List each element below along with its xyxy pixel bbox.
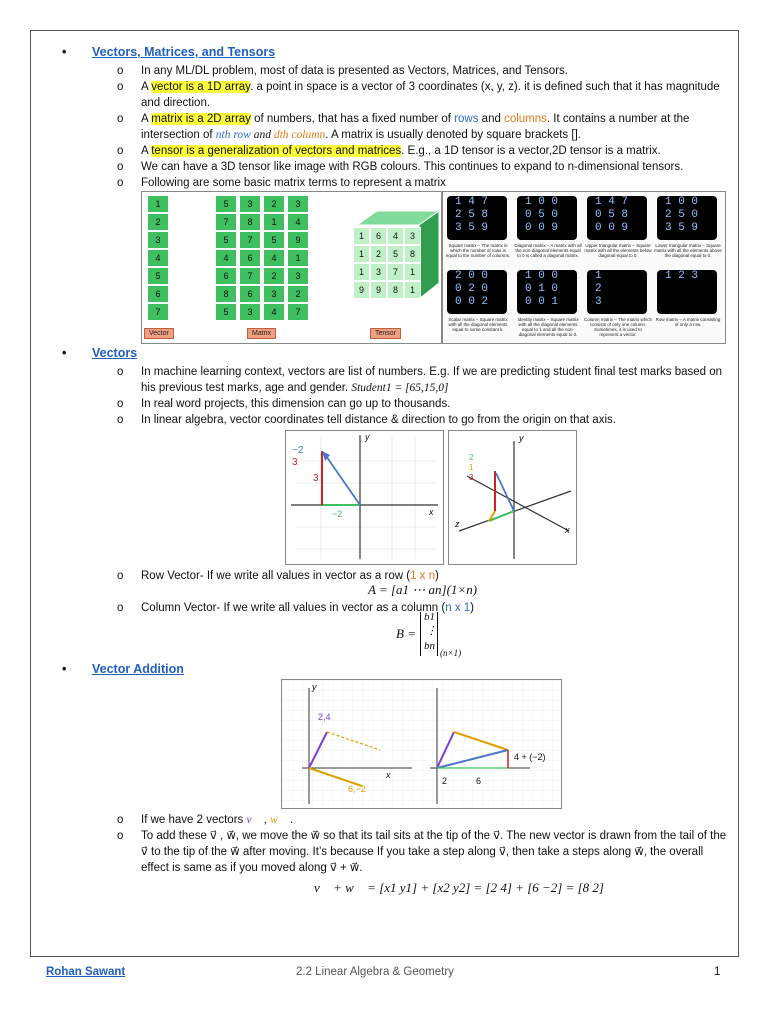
grid-cell: 5 (215, 195, 237, 213)
vector-2d-plot: −2 3 3 −2 x y (285, 430, 444, 565)
matrix-type-example (517, 196, 577, 240)
matrix-row: 0 5 0 (525, 209, 559, 221)
grid-cell: 4 (215, 249, 237, 267)
grid-cell: 9 (287, 231, 309, 249)
matrix-row: 1 0 0 (525, 196, 559, 208)
matrix-type-example (587, 196, 647, 240)
grid-cell: 2 (370, 245, 387, 263)
matrix-types-figure (442, 191, 726, 344)
grid-cell: 3 (263, 285, 285, 303)
grid-cell: 3 (404, 227, 421, 245)
matrix-row: 2 (595, 283, 602, 295)
grid-cell: 4 (287, 213, 309, 231)
grid-cell: 3 (287, 195, 309, 213)
matrix-type-example (447, 196, 507, 240)
grid-cell: 4 (147, 249, 169, 267)
matrix-row: 0 0 1 (525, 296, 559, 308)
matrix-tag: Matrix (247, 328, 276, 339)
matrix-type-caption: Lower triangular matrix – Square matrix with all the elements above the diagonal equal to 0. (654, 243, 722, 258)
matrix-row: 2 5 0 (665, 209, 699, 221)
grid-cell: 1 (353, 263, 370, 281)
grid-cell: 3 (239, 303, 261, 321)
matrix-row: 1 (595, 270, 602, 282)
grid-cell: 2 (147, 213, 169, 231)
grid-cell: 1 (404, 263, 421, 281)
grid-cell: 3 (239, 195, 261, 213)
grid-cell: 6 (215, 267, 237, 285)
matrix-type-example (447, 270, 507, 314)
grid-cell: 5 (215, 303, 237, 321)
grid-cell: 4 (263, 249, 285, 267)
matrix-type-example (517, 270, 577, 314)
matrix-row: 2 0 0 (455, 270, 489, 282)
grid-cell: 1 (147, 195, 169, 213)
grid-cell: 8 (239, 213, 261, 231)
section-heading-tensors: • Vectors, Matrices, and Tensors (62, 45, 276, 59)
grid-cell: 1 (353, 227, 370, 245)
section-heading-vector-addition: • Vector Addition (62, 662, 184, 676)
vector-tag: Vector (144, 328, 174, 339)
matrix-row: 1 4 7 (455, 196, 489, 208)
grid-cell: 7 (239, 267, 261, 285)
matrix-type-example (657, 196, 717, 240)
grid-cell: 5 (387, 245, 404, 263)
tensor-tag: Tensor (370, 328, 401, 339)
grid-cell: 1 (353, 245, 370, 263)
grid-cell: 4 (387, 227, 404, 245)
grid-cell: 7 (147, 303, 169, 321)
matrix-row: 1 2 3 (665, 270, 699, 282)
grid-cell: 5 (147, 267, 169, 285)
matrix-row: 0 5 8 (595, 209, 629, 221)
matrix-type-example (657, 270, 717, 314)
grid-cell: 5 (215, 231, 237, 249)
matrix-type-caption: Upper triangular matrix – Square matrix with all the elements below diagonal equal to 0. (584, 243, 652, 258)
grid-cell: 8 (404, 245, 421, 263)
matrix-row: 3 5 9 (665, 222, 699, 234)
grid-cell: 6 (147, 285, 169, 303)
grid-cell: 3 (370, 263, 387, 281)
vector-addition-figure: 2,4 6,−2 4 + (−2) 2 6 x y (281, 679, 562, 809)
grid-cell: 2 (263, 267, 285, 285)
grid-cell: 7 (215, 213, 237, 231)
matrix-row: 0 1 0 (525, 283, 559, 295)
grid-cell: 2 (287, 285, 309, 303)
grid-cell: 2 (263, 195, 285, 213)
matrix-type-caption: Row matrix – A matrix consisting of only a row. (655, 317, 721, 327)
grid-cell: 1 (263, 213, 285, 231)
row-vector-equation: A = [a1 ⋯ an](1×n) (368, 582, 478, 597)
vector-3d-plot: 2 1 3 x y z (448, 430, 577, 565)
grid-cell: 1 (287, 249, 309, 267)
grid-cell: 9 (370, 281, 387, 299)
grid-cell: 5 (263, 231, 285, 249)
grid-cell: 4 (263, 303, 285, 321)
matrix-row: 0 2 0 (455, 283, 489, 295)
grid-cell: 9 (353, 281, 370, 299)
matrix-row: 2 5 8 (455, 209, 489, 221)
grid-cell: 3 (287, 267, 309, 285)
matrix-type-caption: Identity matrix – Square matrix with all the diagonal elements equal to 1 and all the non-diagonal elements equal to 0. (517, 317, 579, 337)
addition-equation: v⃗ + w⃗ = [x1 y1] + [x2 y2] = [2 4] + [6 −2] = [8 2] (314, 880, 604, 895)
section-heading-vectors: • Vectors (62, 346, 138, 360)
matrix-row: 0 0 9 (595, 222, 629, 234)
footer-author: Rohan Sawant (46, 966, 126, 978)
matrix-row: 1 0 0 (525, 270, 559, 282)
grid-cell: 7 (239, 231, 261, 249)
matrix-type-caption: Column matrix – The matrix which consists of only one column. Sometimes, it is used to represent a vector. (584, 317, 652, 337)
grid-cell: 3 (147, 231, 169, 249)
matrix-row: 1 4 7 (595, 196, 629, 208)
grid-cell: 7 (387, 263, 404, 281)
grid-cell: 1 (404, 281, 421, 299)
grid-cell: 7 (287, 303, 309, 321)
grid-cell: 6 (239, 285, 261, 303)
grid-cell: 6 (370, 227, 387, 245)
matrix-type-caption: Square matrix – The matrix in which the number of rows is equal to the number of columns. (445, 243, 511, 258)
grid-cell: 8 (387, 281, 404, 299)
footer-title: 2.2 Linear Algebra & Geometry (296, 966, 454, 978)
matrix-type-example (587, 270, 647, 314)
matrix-row: 0 0 2 (455, 296, 489, 308)
matrix-row: 3 (595, 296, 602, 308)
footer-page-number: 1 (714, 966, 721, 978)
matrix-type-caption: Scalar matrix – Square matrix with all the diagonal elements equal to some constant k. (448, 317, 508, 332)
matrix-type-caption: Diagonal matrix – A matrix with all the non-diagonal elements equal to 0 is called a diagonal matrix. (514, 243, 582, 258)
matrix-row: 0 0 9 (525, 222, 559, 234)
matrix-row: 1 0 0 (665, 196, 699, 208)
grid-cell: 6 (239, 249, 261, 267)
matrix-row: 3 5 9 (455, 222, 489, 234)
vector-matrix-tensor-figure (141, 191, 442, 344)
grid-cell: 8 (215, 285, 237, 303)
